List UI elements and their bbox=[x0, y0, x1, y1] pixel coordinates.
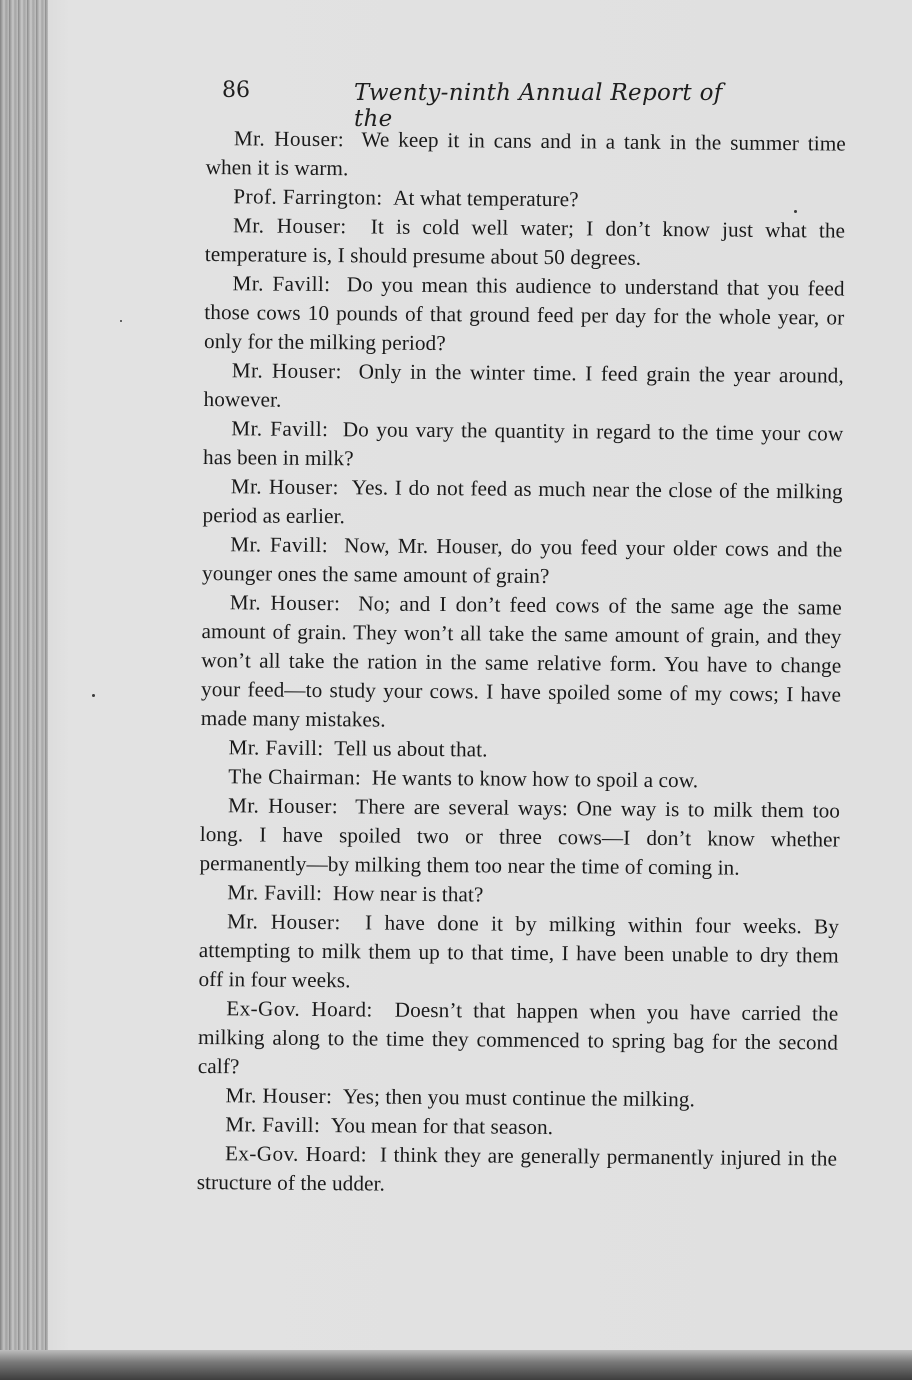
paragraph bbox=[204, 269, 845, 362]
speaker-label: Mr. Favill: bbox=[232, 271, 331, 297]
paragraph bbox=[205, 124, 845, 188]
print-speck bbox=[120, 320, 122, 322]
page-bottom-edge bbox=[0, 1350, 912, 1380]
speech-text: At what temperature? bbox=[393, 185, 579, 212]
paragraph bbox=[203, 356, 843, 420]
speech-text: I have done it by milking within four weeks. By attempting to milk them up to that time, I have been unable to dry them off in four weeks. bbox=[198, 910, 840, 993]
speaker-label: Mr. Favill: bbox=[231, 416, 329, 442]
book-binding-edge bbox=[0, 0, 48, 1380]
paragraph bbox=[198, 994, 839, 1087]
speech-text: It is cold well water; I don’t know just what the temperature is, I should presume about 50 degrees. bbox=[204, 214, 846, 270]
transcript-body bbox=[197, 124, 846, 1203]
running-title: Twenty-ninth Annual Report of the bbox=[354, 80, 723, 132]
speech-text: Yes. I do not feed as much near the close of the milking period as earlier. bbox=[202, 475, 843, 529]
speech-text: Only in the winter time. I feed grain the year around, however. bbox=[203, 359, 844, 412]
paragraph bbox=[203, 414, 843, 478]
speaker-label: Mr. Houser: bbox=[227, 793, 339, 819]
speech-text: Doesn’t that happen when you have carried the milking along to the time they commenced to spring bag for the second calf? bbox=[197, 997, 839, 1079]
speaker-label: Mr. Favill: bbox=[228, 735, 324, 761]
speaker-label: Ex-Gov. Hoard: bbox=[226, 996, 373, 1022]
speech-text: No; and I don’t feed cows of the same age the same amount of grain. They won’t all take the same amount of grain, and they won’t all take the ration in the same relative form. You have to change your feed—to study your cows. I have spoiled some of my cows; I have made many mistakes. bbox=[200, 591, 842, 732]
speaker-label: Mr. Houser: bbox=[230, 474, 339, 500]
speaker-label: Mr. Favill: bbox=[225, 1112, 321, 1138]
speaker-label: Mr. Favill: bbox=[227, 880, 323, 906]
page-header bbox=[222, 74, 742, 132]
speaker-label: Prof. Farrington: bbox=[233, 184, 383, 210]
paragraph bbox=[202, 472, 842, 536]
speaker-label: The Chairman: bbox=[228, 764, 362, 790]
speech-text: Now, Mr. Houser, do you feed your older cows and the younger ones the same amount of grain? bbox=[201, 533, 843, 589]
speech-text: Do you vary the quantity in regard to the time your cow has been in milk? bbox=[202, 417, 844, 471]
speaker-label: Mr. Houser: bbox=[229, 590, 341, 616]
print-speck bbox=[794, 210, 797, 213]
print-speck bbox=[92, 694, 95, 697]
speaker-label: Mr. Houser: bbox=[226, 909, 341, 935]
speaker-label: Mr. Houser: bbox=[225, 1083, 333, 1109]
paragraph bbox=[202, 530, 842, 594]
page-number: 86 bbox=[222, 78, 250, 103]
speech-text: Tell us about that. bbox=[334, 736, 488, 762]
speech-text: We keep it in cans and in a tank in the summer time when it is warm. bbox=[205, 127, 846, 181]
speaker-label: Ex-Gov. Hoard: bbox=[224, 1141, 368, 1167]
speaker-label: Mr. Houser: bbox=[233, 213, 347, 239]
speaker-label: Mr. Favill: bbox=[230, 532, 329, 558]
speaker-label: Mr. Houser: bbox=[233, 126, 345, 152]
paragraph bbox=[197, 1139, 837, 1203]
speech-text: You mean for that season. bbox=[330, 1113, 554, 1140]
paragraph bbox=[198, 907, 839, 1000]
speech-text: I think they are generally permanently injured in the structure of the udder. bbox=[196, 1142, 838, 1196]
paragraph bbox=[205, 211, 845, 275]
paragraph bbox=[199, 791, 840, 884]
speech-text: How near is that? bbox=[332, 881, 484, 907]
speech-text: Yes; then you must continue the milking. bbox=[342, 1084, 696, 1112]
speech-text: Do you mean this audience to understand that you feed those cows 10 pounds of that ground feed per day for the whole year, or only for the milking period? bbox=[204, 272, 845, 356]
speaker-label: Mr. Houser: bbox=[231, 358, 342, 384]
paragraph bbox=[201, 588, 842, 739]
speech-text: There are several ways: One way is to milk them too long. I have spoiled two or three cows—I don’t know whether permanently—by milking them too near the time of coming in. bbox=[199, 794, 841, 880]
speech-text: He wants to know how to spoil a cow. bbox=[371, 765, 699, 793]
